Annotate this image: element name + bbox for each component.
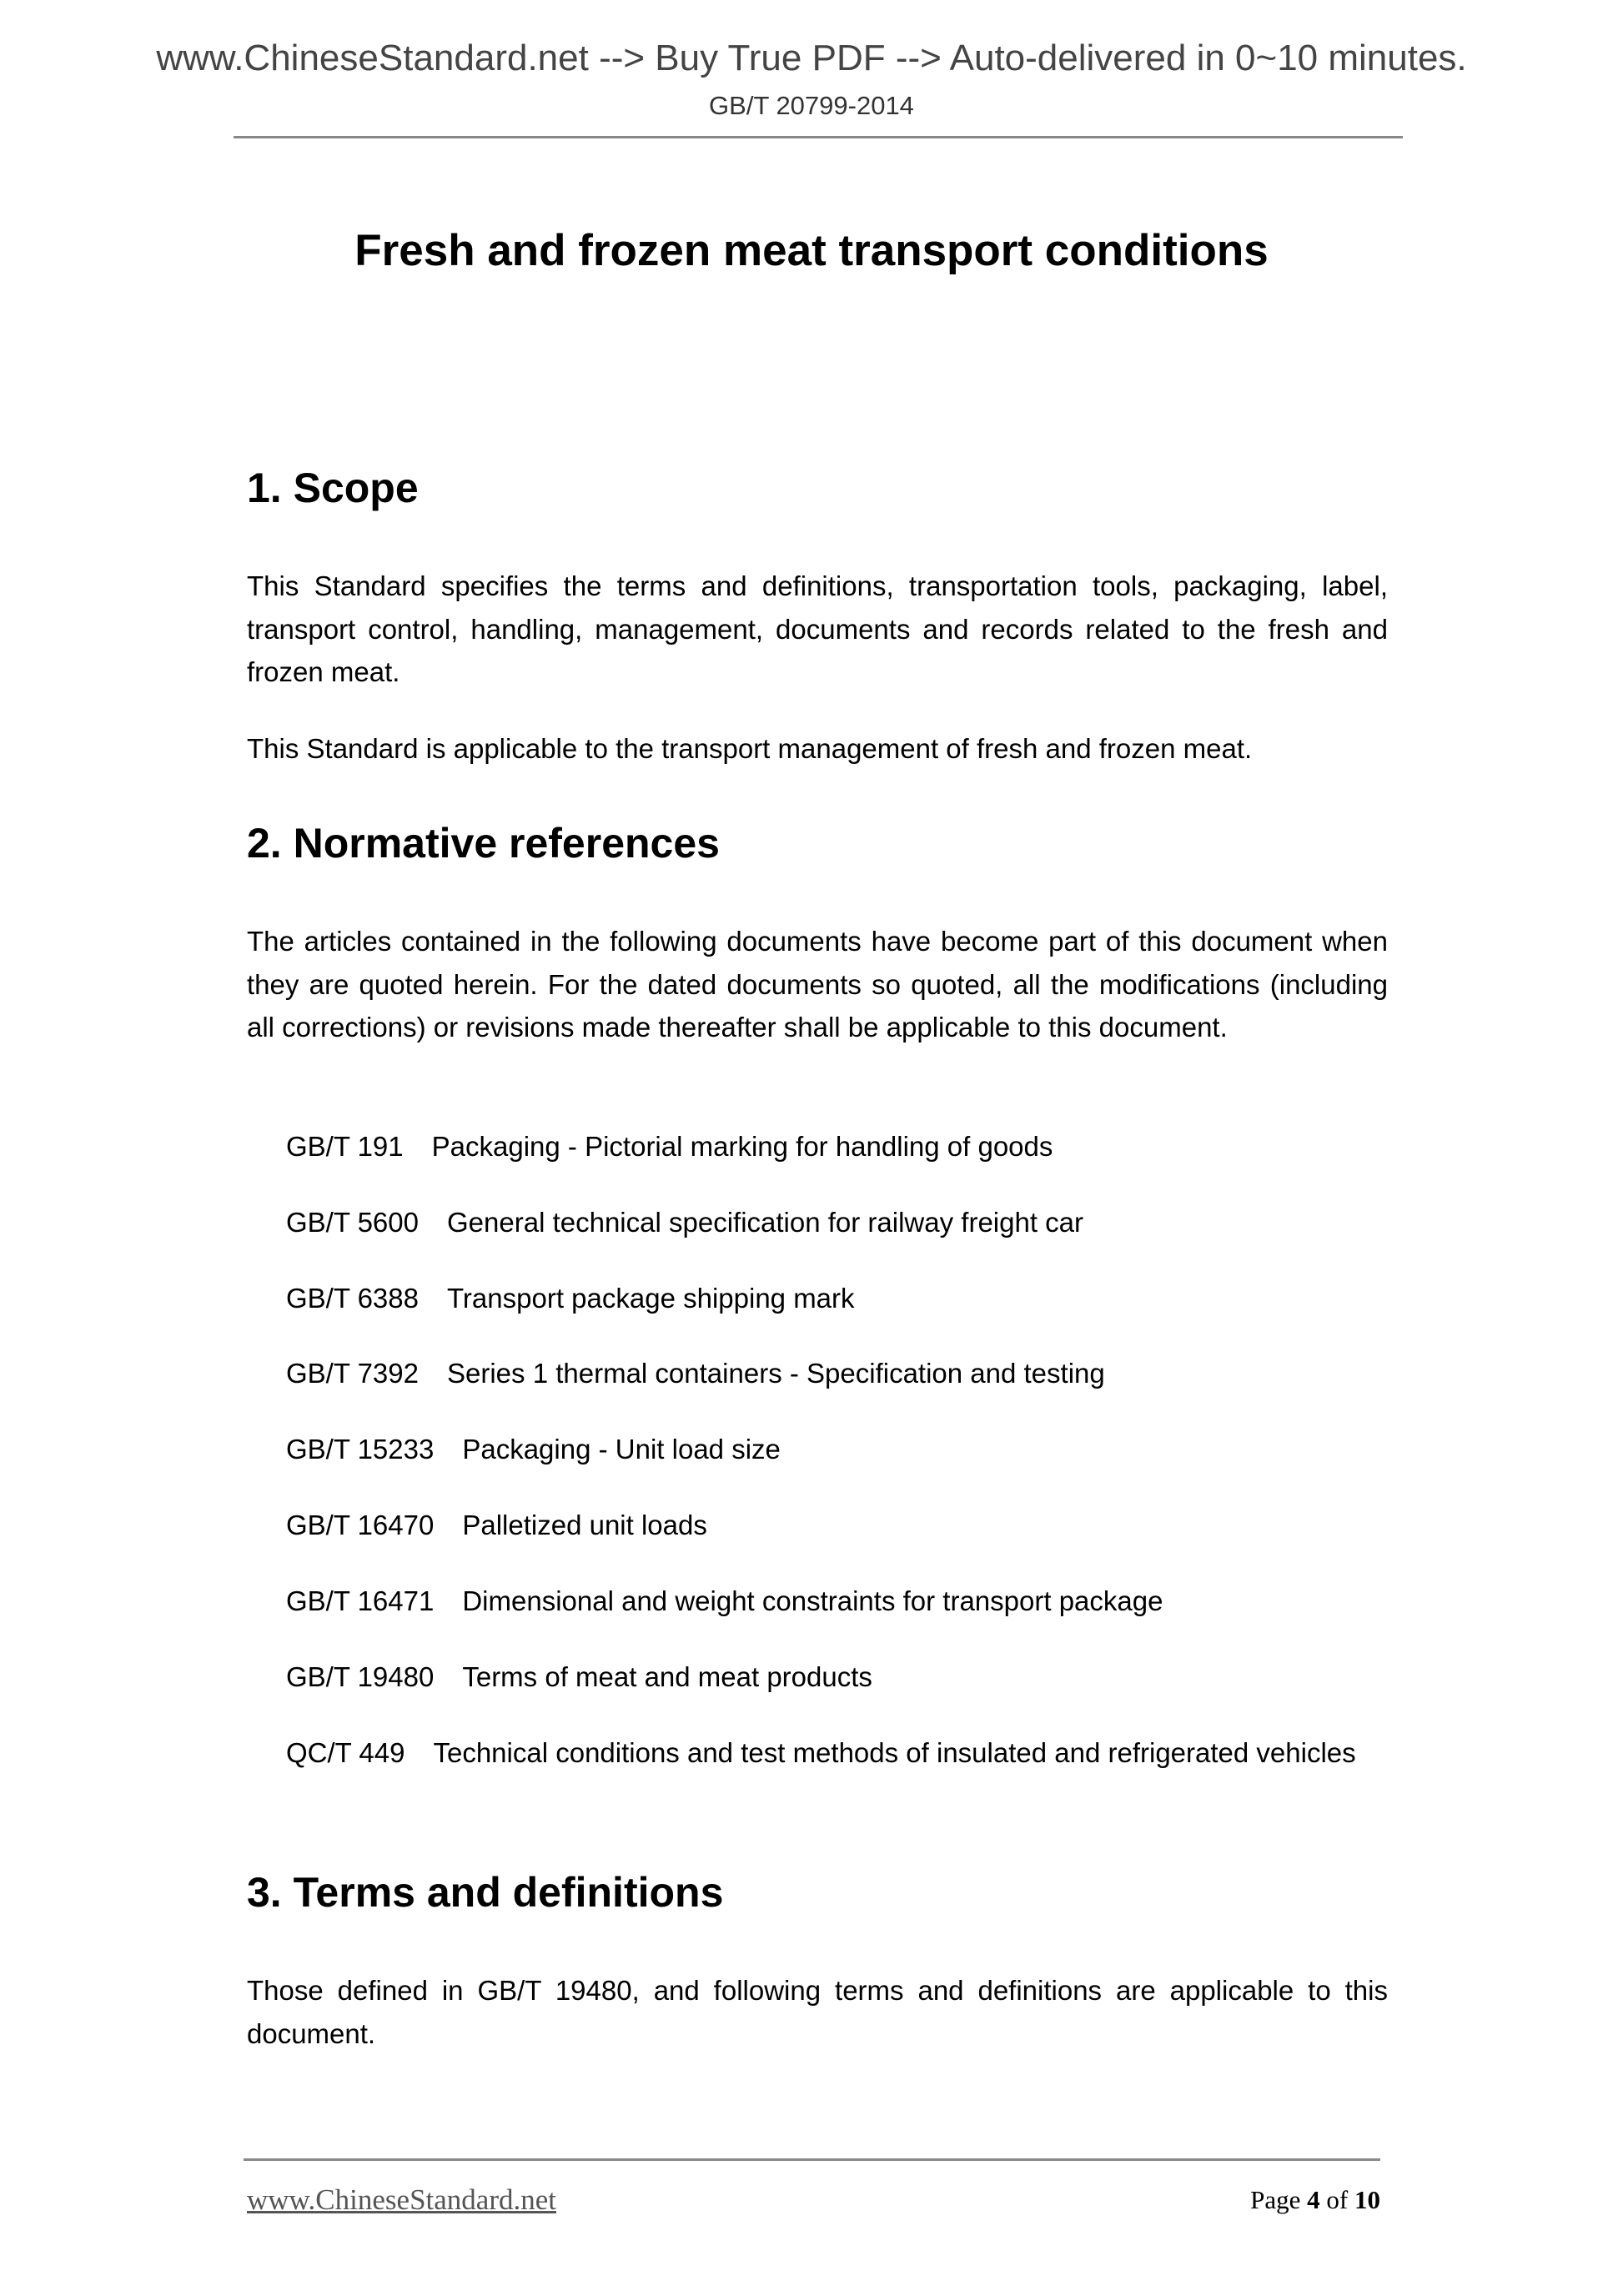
reference-code: GB/T 16470 <box>286 1510 435 1540</box>
reference-item <box>286 1125 1388 1168</box>
reference-code: GB/T 15233 <box>286 1434 435 1465</box>
page-total: 10 <box>1354 2185 1380 2214</box>
section-heading-scope: 1. Scope <box>247 465 419 511</box>
reference-item <box>286 1580 1388 1623</box>
page-of-label: of <box>1326 2185 1349 2214</box>
reference-item <box>286 1504 1388 1547</box>
reference-item <box>286 1655 1388 1699</box>
reference-code: GB/T 5600 <box>286 1207 419 1238</box>
reference-title: Series 1 thermal containers - Specification and testing <box>447 1358 1105 1389</box>
reference-item <box>286 1731 1388 1775</box>
reference-title: Terms of meat and meat products <box>462 1661 872 1692</box>
reference-code: GB/T 6388 <box>286 1283 419 1314</box>
footer-divider <box>244 2158 1380 2161</box>
section-heading-normative-references: 2. Normative references <box>247 820 720 867</box>
reference-code: GB/T 191 <box>286 1131 404 1162</box>
reference-title: Packaging - Unit load size <box>462 1434 781 1465</box>
reference-title: Packaging - Pictorial marking for handling of goods <box>431 1131 1053 1162</box>
header-banner-link[interactable]: www.ChineseStandard.net --> Buy True PDF --> Auto-delivered in 0~10 minutes. <box>156 38 1467 78</box>
reference-code: QC/T 449 <box>286 1737 405 1768</box>
page-label: Page <box>1250 2185 1301 2214</box>
reference-code: GB/T 16471 <box>286 1585 435 1616</box>
document-title: Fresh and frozen meat transport conditions <box>354 226 1269 275</box>
scope-paragraph-2: This Standard is applicable to the transport management of fresh and frozen meat. <box>247 733 1253 764</box>
standard-code: GB/T 20799-2014 <box>709 91 914 120</box>
reference-title: Palletized unit loads <box>462 1510 707 1540</box>
reference-title: Dimensional and weight constraints for transport package <box>462 1585 1163 1616</box>
reference-item <box>286 1352 1388 1395</box>
reference-code: GB/T 19480 <box>286 1661 435 1692</box>
reference-title: Technical conditions and test methods of insulated and refrigerated vehicles <box>433 1737 1356 1768</box>
reference-title: General technical specification for railway freight car <box>447 1207 1084 1238</box>
reference-item <box>286 1201 1388 1244</box>
page-current: 4 <box>1307 2185 1320 2214</box>
reference-code: GB/T 7392 <box>286 1358 419 1389</box>
reference-item <box>286 1277 1388 1320</box>
header-divider <box>234 136 1403 138</box>
section-heading-terms-and-definitions: 3. Terms and definitions <box>247 1869 724 1916</box>
page-indicator <box>1250 2185 1380 2215</box>
terms-paragraph: Those defined in GB/T 19480, and following terms and definitions are applicable to this document. <box>247 1975 1388 2049</box>
reference-item <box>286 1428 1388 1471</box>
normative-references-paragraph: The articles contained in the following documents have become part of this document when they are quoted herein. For the dated documents so quoted, all the modifications (including all corrections) or revisions made thereafter shall be applicable to this document. <box>247 926 1388 1042</box>
footer-website-link[interactable]: www.ChineseStandard.net <box>247 2183 556 2216</box>
scope-paragraph-1: This Standard specifies the terms and definitions, transportation tools, packaging, label, transport control, handling, management, documents and records related to the fresh and frozen meat. <box>247 570 1388 687</box>
reference-title: Transport package shipping mark <box>447 1283 855 1314</box>
